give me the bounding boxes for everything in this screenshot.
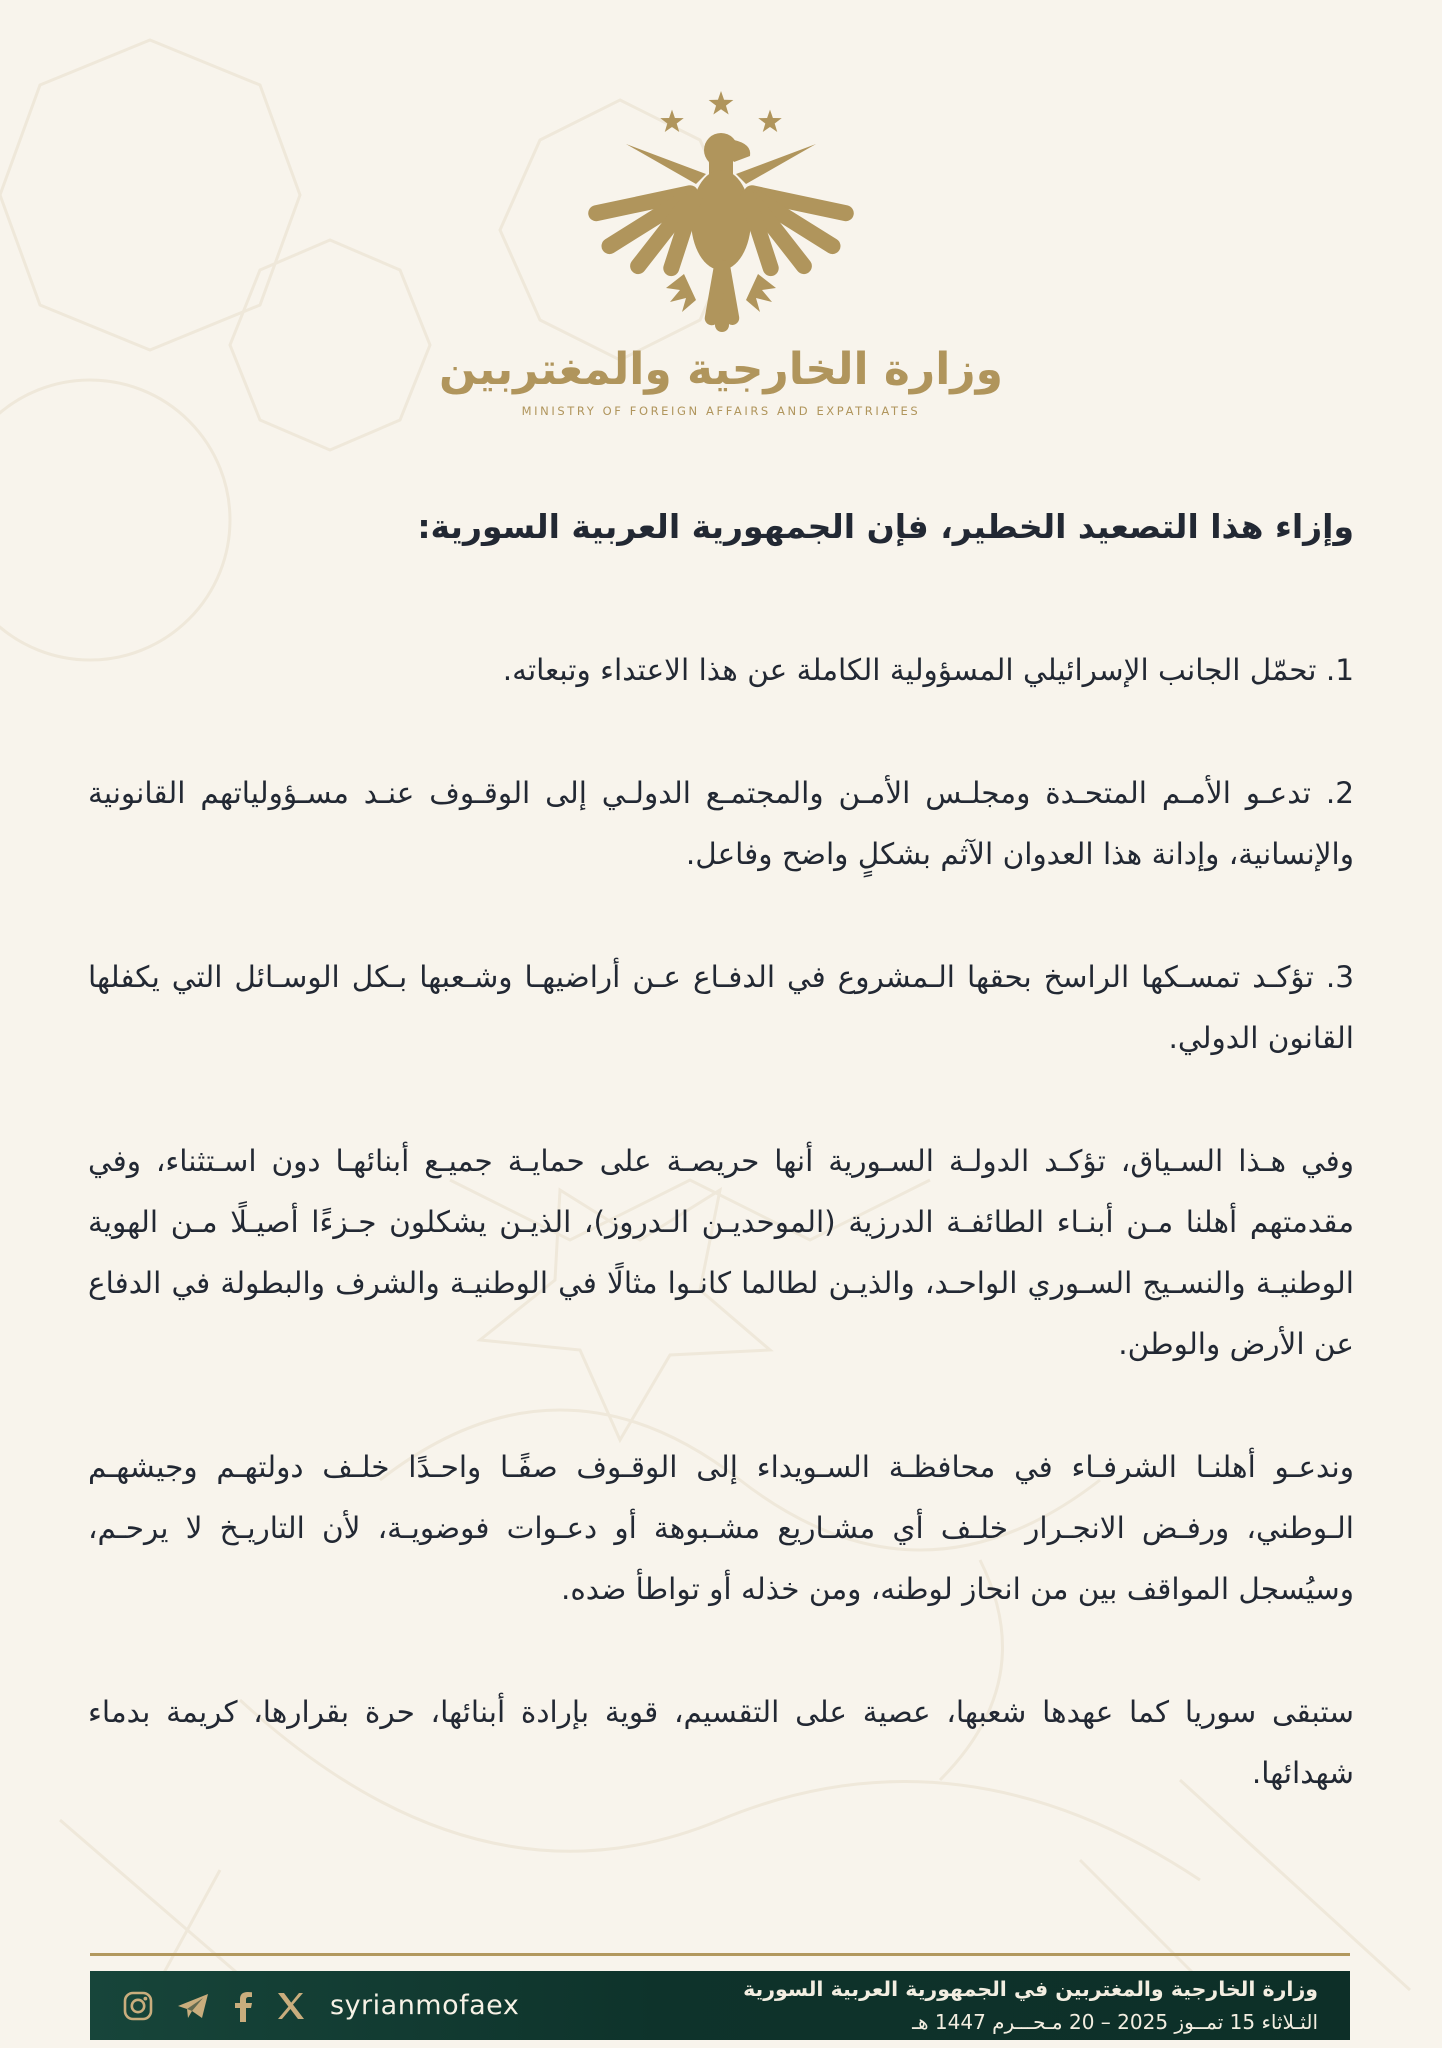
statement-date: الثـلاثاء 15 تمــوز 2025 – 20 مـحـــرم 1447 هـ xyxy=(912,2009,1318,2034)
instagram-icon[interactable] xyxy=(122,1990,154,2022)
golden-eagle-icon xyxy=(556,88,886,338)
statement-paragraph-5: وندعـو أهلنـا الشرفـاء في محافظـة السـويداء إلى الوقـوف صفًـا واحـدًا خلـف دولتهـم وجيشهـم الـوطني، ورفـض الانجـرار خلـف أي مشـاريع مشـبوهة أو دعـوات فوضويـة، لأن التاريـخ لا يرحـم، وسيُسجل المواقف بين من انحاز لوطنه، ومن خذله أو تواطأ ضده. xyxy=(88,1450,1354,1606)
statement-heading: وإزاء هذا التصعيد الخطير، فإن الجمهورية العربية السورية: xyxy=(417,507,1354,546)
statement-paragraph-3: 3. تؤكـد تمسـكها الراسخ بحقها الـمشروع في الدفـاع عـن أراضيهـا وشـعبها بـكل الوسـائل التي يكفلها القانون الدولي. xyxy=(88,960,1354,1055)
statement-body xyxy=(88,502,1354,1866)
logo-english-caption: MINISTRY OF FOREIGN AFFAIRS AND EXPATRIATES xyxy=(521,404,921,418)
facebook-icon[interactable] xyxy=(232,1990,254,2022)
footer-ministry-block xyxy=(743,1974,1318,2037)
ministry-emblem xyxy=(0,88,1442,418)
logo-arabic-calligraphy: وزارة الخارجية والمغتربين xyxy=(439,344,1003,395)
footer-bar xyxy=(90,1971,1350,2040)
statement-paragraph-2: 2. تدعـو الأمـم المتحـدة ومجلـس الأمـن والمجتمـع الدولـي إلى الوقـوف عنـد مسـؤولياتهم القانونية والإنسانية، وإدانة هذا العدوان الآثم بشكلٍ واضح وفاعل. xyxy=(88,776,1354,871)
footer-divider-line xyxy=(90,1953,1350,1956)
x-icon[interactable] xyxy=(276,1991,306,2021)
social-handle: syrianmofaex xyxy=(330,1990,520,2021)
social-icons xyxy=(122,1990,306,2022)
footer-ministry-name: وزارة الخارجية والمغتربين في الجمهورية العربية السورية xyxy=(743,1977,1318,2002)
statement-paragraph-6: ستبقى سوريا كما عهدها شعبها، عصية على التقسيم، قوية بإرادة أبنائها، حرة بقرارها، كريمة بدماء شهدائها. xyxy=(88,1695,1354,1790)
statement-paragraph-4: وفي هـذا السـياق، تؤكـد الدولـة السـورية أنها حريصـة على حمايـة جميـع أبنائهـا دون اسـتثناء، وفي مقدمتهم أهلنا مـن أبنـاء الطائفـة الدرزية (الموحديـن الـدروز)، الذيـن يشكلون جـزءًا أصيـلًا مـن الهوية الوطنيـة والنسـيج السـوري الواحـد، والذيـن لطالما كانـوا مثالًا في الوطنيـة والشرف والبطولة في الدفاع عن الأرض والوطن. xyxy=(88,1144,1354,1361)
statement-paragraph-1: 1. تحمّل الجانب الإسرائيلي المسؤولية الكاملة عن هذا الاعتداء وتبعاته. xyxy=(502,653,1354,687)
telegram-icon[interactable] xyxy=(176,1990,210,2022)
star-icon xyxy=(660,91,781,132)
